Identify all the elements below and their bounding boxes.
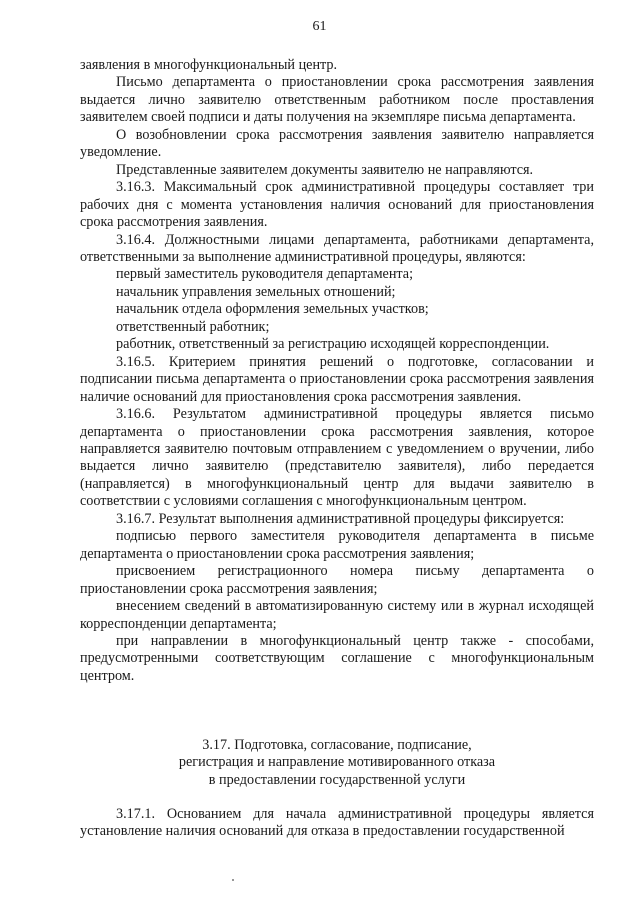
- paragraph: О возобновлении срока рассмотрения заявления заявителю направляется уведомление.: [80, 126, 594, 161]
- paragraph: 3.16.4. Должностными лицами департамента, работниками департамента, ответственными за выполнение административной процедуры, являются:: [80, 231, 594, 265]
- paragraph: 3.16.7. Результат выполнения административной процедуры фиксируется:: [116, 510, 565, 527]
- paragraph: 3.16.3. Максимальный срок административной процедуры составляет три рабочих дня с момента установления наличия оснований для приостановления срока рассмотрения заявления.: [80, 179, 594, 231]
- list-item: подписью первого заместителя руководителя департамента в письме департамента о приостановлении срока рассмотрения заявления;: [80, 528, 594, 562]
- section-heading-line: 3.17. Подготовка, согласование, подписание,: [202, 737, 472, 753]
- paragraph: заявления в многофункциональный центр.: [80, 57, 338, 73]
- list-item: начальник управления земельных отношений;: [116, 283, 396, 300]
- paragraph: 3.16.5. Критерием принятия решений о подготовке, согласовании и подписании письма департамента о приостановлении срока рассмотрения заявления наличие оснований для приостановления срока рассмотрения заявления.: [80, 353, 594, 405]
- list-item: внесением сведений в автоматизированную систему или в журнал исходящей корреспонденции департамента;: [80, 598, 594, 632]
- list-item: первый заместитель руководителя департамента;: [116, 266, 414, 283]
- body-text: [80, 57, 594, 685]
- paragraph: Письмо департамента о приостановлении срока рассмотрения заявления выдается лично заявителю ответственным работником после проставления заявителем своей подписи и даты получения на экземпляре письма департамента.: [80, 74, 594, 126]
- list-item: начальник отдела оформления земельных участков;: [116, 301, 429, 318]
- paragraph: 3.16.6. Результатом административной процедуры является письмо департамента о приостановлении срока рассмотрения заявления, которое направляется заявителю почтовым отправлением с уведомлением о вручении, либо выдается лично заявителю (представителю заявителя), либо передается (направляется) в многофункциональный центр для выдачи заявителю в соответствии с условиями соглашения с многофункциональным центром.: [80, 406, 594, 510]
- section-heading-line: в предоставлении государственной услуги: [208, 771, 466, 788]
- list-item: ответственный работник;: [116, 318, 270, 335]
- list-item: работник, ответственный за регистрацию исходящей корреспонденции.: [116, 336, 550, 353]
- section-heading-line: регистрация и направление мотивированного отказа: [178, 754, 496, 771]
- paragraph: Представленные заявителем документы заявителю не направляются.: [116, 161, 534, 178]
- scan-artifact-dot: [232, 879, 234, 881]
- section-heading: [80, 737, 594, 789]
- closing-text: [80, 806, 594, 841]
- list-item: присвоением регистрационного номера письму департамента о приостановлении срока рассмотрения заявления;: [80, 563, 594, 597]
- paragraph: 3.17.1. Основанием для начала административной процедуры является установление наличия оснований для отказа в предоставлении государственной: [80, 806, 594, 840]
- list-item: при направлении в многофункциональный центр также - способами, предусмотренными соответствующим соглашение с многофункциональным центром.: [80, 632, 594, 684]
- page-number: 61: [312, 19, 327, 34]
